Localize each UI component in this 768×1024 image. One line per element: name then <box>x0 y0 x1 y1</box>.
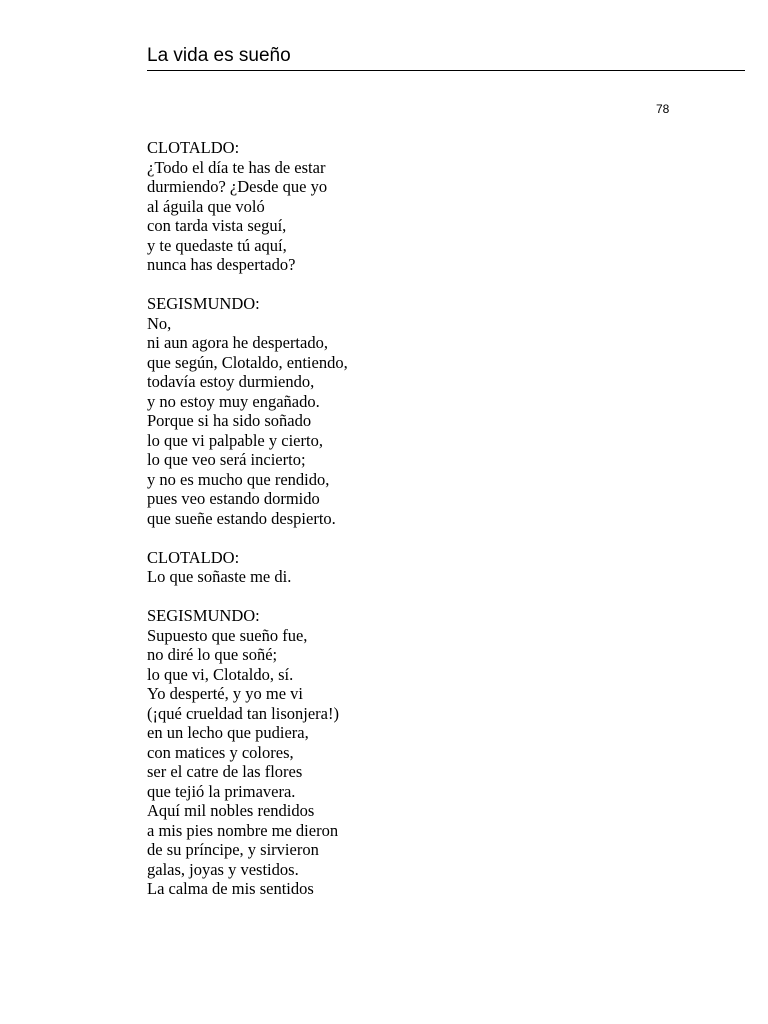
verse-line: ¿Todo el día te has de estar <box>147 157 326 177</box>
speaker-name: CLOTALDO: <box>147 138 240 157</box>
speaker-name: SEGISMUNDO: <box>147 294 260 313</box>
speech-clotaldo-1 <box>147 138 707 275</box>
verse-line: galas, joyas y vestidos. <box>147 859 299 879</box>
running-header-title: La vida es sueño <box>147 45 291 66</box>
verse-line: nunca has despertado? <box>147 255 296 274</box>
verse-line: Porque si ha sido soñado <box>147 411 312 430</box>
verse-line: pues veo estando dormido <box>147 489 320 508</box>
verse-line: todavía estoy durmiendo, <box>147 372 315 391</box>
speech-segismundo-2 <box>147 606 707 899</box>
verse-line: que tejió la primavera. <box>147 781 296 801</box>
verse-line: y te quedaste tú aquí, <box>147 235 287 255</box>
verse-line: a mis pies nombre me dieron <box>147 820 339 840</box>
verse-line: Aquí mil nobles rendidos <box>147 801 315 820</box>
verse-line: ni aun agora he despertado, <box>147 333 328 352</box>
page-number: 78 <box>656 102 670 116</box>
speaker-name: SEGISMUNDO: <box>147 606 260 625</box>
verse-line: lo que vi, Clotaldo, sí. <box>147 664 294 684</box>
verse-line: Lo que soñaste me di. <box>147 567 292 586</box>
verse-line: en un lecho que pudiera, <box>147 723 309 742</box>
verse-line: que según, Clotaldo, entiendo, <box>147 352 348 372</box>
verse-line: que sueñe estando despierto. <box>147 508 336 528</box>
play-text <box>147 138 707 918</box>
verse-line: al águila que voló <box>147 196 265 216</box>
verse-line: La calma de mis sentidos <box>147 879 314 898</box>
verse-line: de su príncipe, y sirvieron <box>147 840 319 859</box>
verse-line: no diré lo que soñé; <box>147 645 278 664</box>
verse-line: Yo desperté, y yo me vi <box>147 684 303 703</box>
verse-line: ser el catre de las flores <box>147 762 303 781</box>
verse-line: lo que veo será incierto; <box>147 450 306 469</box>
speech-clotaldo-2 <box>147 548 707 587</box>
verse-line: y no estoy muy engañado. <box>147 391 320 411</box>
verse-line: y no es mucho que rendido, <box>147 469 330 489</box>
header-rule <box>147 70 745 71</box>
speaker-name: CLOTALDO: <box>147 547 240 567</box>
verse-line: durmiendo? ¿Desde que yo <box>147 177 328 196</box>
verse-line: con matices y colores, <box>147 742 294 762</box>
verse-line: (¡qué crueldad tan lisonjera!) <box>147 703 339 723</box>
verse-line: con tarda vista seguí, <box>147 216 287 235</box>
speech-segismundo-1 <box>147 294 707 528</box>
verse-line: No, <box>147 313 172 333</box>
verse-line: Supuesto que sueño fue, <box>147 625 308 645</box>
verse-line: lo que vi palpable y cierto, <box>147 430 323 450</box>
